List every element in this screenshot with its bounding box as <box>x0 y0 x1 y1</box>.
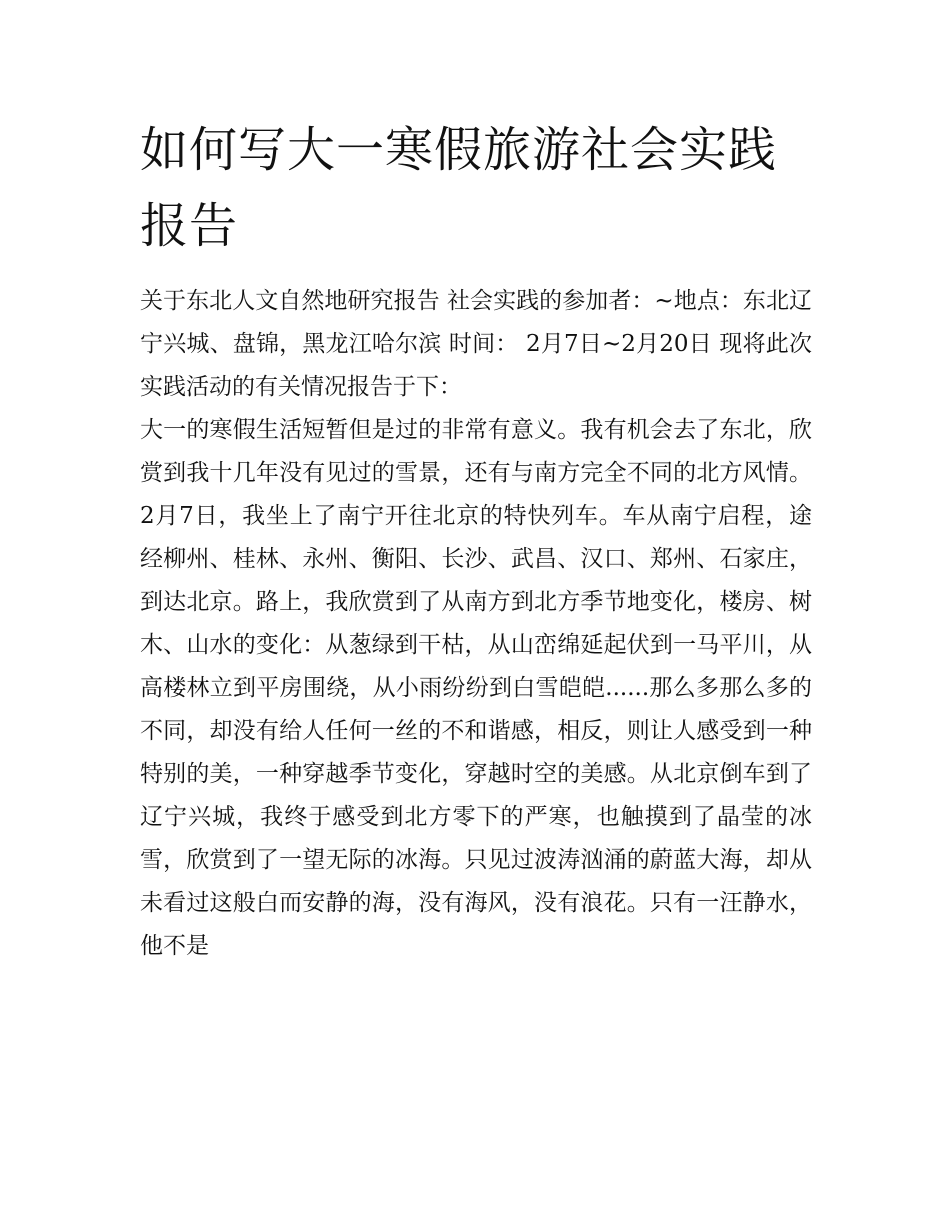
document-body <box>140 280 812 968</box>
paragraph-main: 大一的寒假生活短暂但是过的非常有意义。我有机会去了东北，欣赏到我十几年没有见过的雪景，还有与南方完全不同的北方风情。2月7日，我坐上了南宁开往北京的特快列车。车从南宁启程，途经柳州、桂林、永州、衡阳、长沙、武昌、汉口、郑州、石家庄，到达北京。路上，我欣赏到了从南方到北方季节地变化，楼房、树木、山水的变化：从葱绿到干枯，从山峦绵延起伏到一马平川，从高楼林立到平房围绕，从小雨纷纷到白雪皑皑......那么多那么多的不同，却没有给人任何一丝的不和谐感，相反，则让人感受到一种特别的美，一种穿越季节变化，穿越时空的美感。从北京倒车到了辽宁兴城，我终于感受到北方零下的严寒，也触摸到了晶莹的冰雪，欣赏到了一望无际的冰海。只见过波涛汹涌的蔚蓝大海，却从未看过这般白而安静的海，没有海风，没有浪花。只有一汪静水，他不是 <box>140 417 812 959</box>
paragraph-intro: 关于东北人文自然地研究报告 社会实践的参加者：~地点：东北辽宁兴城、盘锦，黑龙江哈尔滨 时间： 2月7日~2月20日 现将此次实践活动的有关情况报告于下： <box>140 288 812 400</box>
document-title: 如何写大一寒假旅游社会实践报告 <box>140 122 778 254</box>
